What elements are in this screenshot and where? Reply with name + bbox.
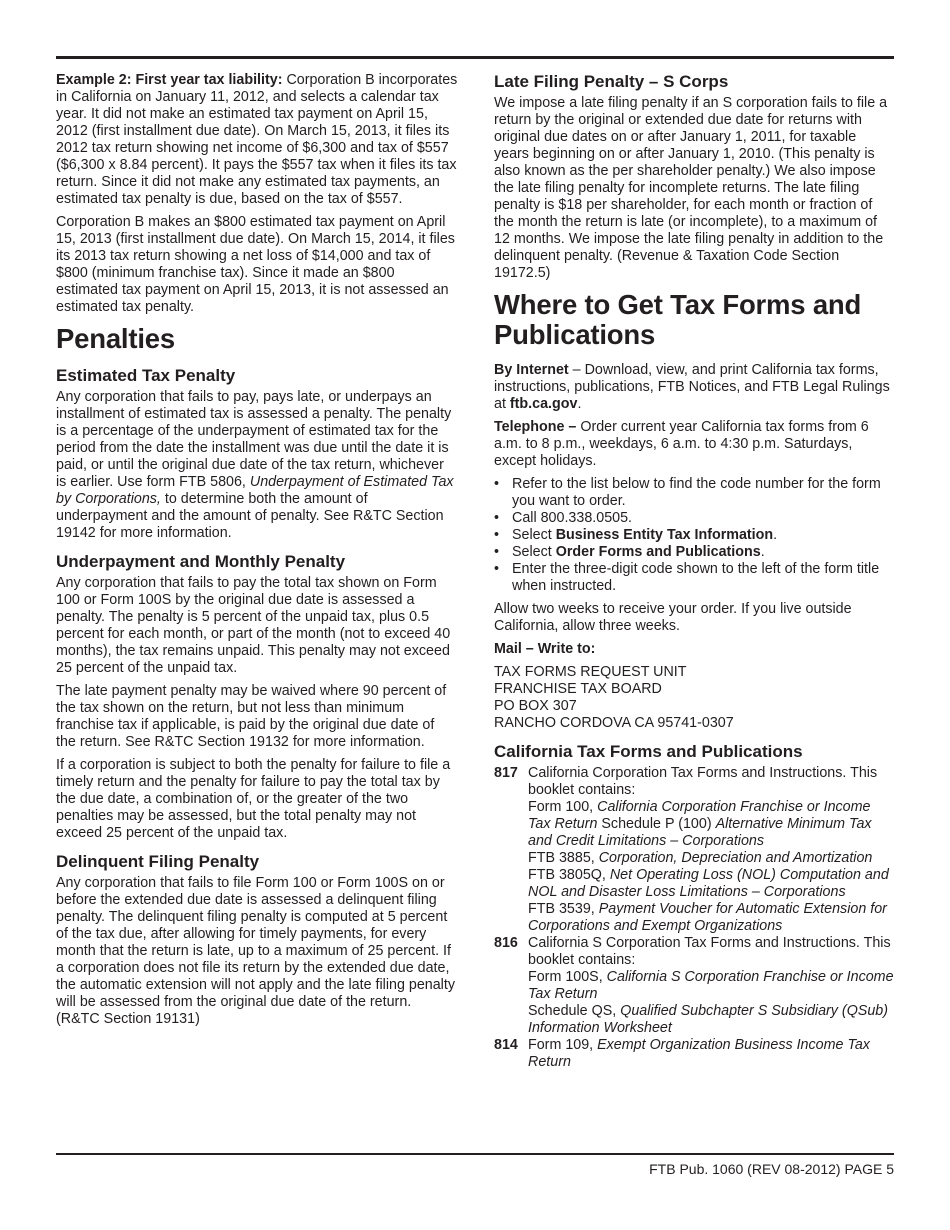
- address-line-2: FRANCHISE TAX BOARD: [494, 681, 662, 697]
- item-form: Form 100S,: [528, 969, 607, 985]
- telephone-label: Telephone –: [494, 419, 577, 435]
- publication-816: [494, 935, 894, 1037]
- by-internet-label: By Internet: [494, 362, 569, 378]
- order-step-3-pre: Select: [512, 527, 556, 543]
- by-internet-end: .: [577, 396, 582, 412]
- order-step-2: • Call 800.338.0505.: [494, 510, 894, 527]
- ca-tax-forms-heading: California Tax Forms and Publications: [494, 742, 803, 761]
- item-form: Form 109,: [528, 1037, 598, 1053]
- item-title: Exempt Organization Business Income Tax Return: [528, 1037, 870, 1070]
- estimated-text-2: to determine both the amount of underpayment and the amount of penalty. See R&TC Section 19142 for more information.: [56, 491, 444, 541]
- item-title: Payment Voucher for Automatic Extension for Corporations and Exempt Organizations: [528, 901, 887, 934]
- booklet-item: [528, 799, 894, 850]
- address-line-4: RANCHO CORDOVA CA 95741-0307: [494, 715, 734, 731]
- item-form: FTB 3805Q,: [528, 867, 610, 883]
- booklet-item: [528, 867, 894, 901]
- bottom-rule: [56, 1153, 894, 1155]
- item-title: Corporation, Depreciation and Amortization: [598, 850, 873, 866]
- underpayment-paragraph-2: The late payment penalty may be waived where 90 percent of the tax shown on the return, but not less than minimum franchise tax if applicable, is paid by the original due date of the return. See R&TC Section 19132 for more information.: [56, 683, 447, 750]
- booklet-item: [528, 1003, 894, 1037]
- item-title-2: Alternative Minimum Tax and Credit Limitations – Corporations: [528, 816, 872, 849]
- publication-body: [528, 765, 894, 935]
- address-line-3: PO BOX 307: [494, 698, 577, 714]
- left-column: [56, 72, 458, 1034]
- underpayment-paragraph-3: If a corporation is subject to both the penalty for failure to file a timely return and the penalty for failure to pay the total tax by the due date, a combination of, or the greater of the two penalties may be assessed, but the total penalty may not exceed 25 percent of the unpaid tax.: [56, 757, 451, 841]
- publication-body: [528, 1037, 894, 1071]
- penalties-title: Penalties: [56, 323, 175, 354]
- allow-weeks-text: Allow two weeks to receive your order. If you live outside California, allow three weeks.: [494, 601, 852, 634]
- item-title: Qualified Subchapter S Subsidiary (QSub) Information Worksheet: [528, 1003, 889, 1036]
- publication-814: [494, 1037, 894, 1071]
- delinquent-filing-heading: Delinquent Filing Penalty: [56, 852, 260, 871]
- order-step-4-pre: Select: [512, 544, 556, 560]
- estimated-tax-penalty-heading: Estimated Tax Penalty: [56, 366, 236, 385]
- page-footer: FTB Pub. 1060 (REV 08-2012) PAGE 5: [649, 1161, 894, 1177]
- example2-lead: Example 2: First year tax liability:: [56, 72, 283, 88]
- item-title: California S Corporation Franchise or Income Tax Return: [528, 969, 894, 1002]
- example2-paragraph-1: [56, 72, 458, 208]
- publication-817: [494, 765, 894, 935]
- top-rule: [56, 56, 894, 59]
- publication-body: [528, 935, 894, 1037]
- late-filing-heading: Late Filing Penalty – S Corps: [494, 72, 729, 91]
- order-step-3-post: .: [773, 527, 778, 543]
- right-column: [494, 72, 894, 1071]
- example2-text: Corporation B incorporates in California on January 11, 2012, and selects a calendar tax year. It did not make an estimated tax payment on April 15, 2012 (first installment due date). On March 15, 2013, it files its 2012 tax return showing net income of $6,300 and tax of $557 ($6,300 x 8.84 percent). It pays the $557 tax when it files its tax return. Since it did not make any estimated tax payments, an estimated tax penalty is due, based on the tax of $557.: [56, 72, 458, 207]
- order-steps-list: [494, 476, 894, 595]
- where-to-get-title: Where to Get Tax Forms and Publications: [494, 289, 862, 350]
- item-form-2: Schedule P (100): [597, 816, 716, 832]
- publication-code: 816: [494, 935, 518, 951]
- order-step-3-bold: Business Entity Tax Information: [555, 527, 774, 543]
- item-form: Schedule QS,: [528, 1003, 621, 1019]
- item-form: FTB 3885,: [528, 850, 599, 866]
- publication-title: California S Corporation Tax Forms and Instructions. This booklet contains:: [528, 935, 891, 968]
- underpayment-heading: Underpayment and Monthly Penalty: [56, 552, 346, 571]
- address-line-1: TAX FORMS REQUEST UNIT: [494, 664, 687, 680]
- underpayment-paragraph-1: Any corporation that fails to pay the total tax shown on Form 100 or Form 100S by the original due date is assessed a penalty. The penalty is 5 percent of the unpaid tax, plus 0.5 percent for each month, or part of the month (not to exceed 40 months), the tax remains unpaid. This penalty may not exceed 25 percent of the unpaid tax.: [56, 575, 451, 676]
- delinquent-filing-text: Any corporation that fails to file Form 100 or Form 100S on or before the extended due date is assessed a delinquent filing penalty. The delinquent filing penalty is computed at 5 percent of the tax due, after allowing for timely payments, for every month that the return is late, up to a maximum of 25 percent. If a corporation does not file its return by the extended due date, the automatic extension will not apply and the late filing penalty will be assessed from the original due date of the return. (R&TC Section 19131): [56, 875, 455, 1027]
- telephone-paragraph: [494, 419, 894, 470]
- booklet-item: [528, 969, 894, 1003]
- late-filing-text: We impose a late filing penalty if an S corporation fails to file a return by the original or extended due date for returns with original due dates on or after January 1, 2011, for taxable years beginning on or after January 1, 2010. (This penalty is also known as the per shareholder penalty.) We also impose the late filing penalty for incomplete returns. The late filing penalty is $18 per shareholder, for each month or fraction of the month the return is late (or incomplete), to a maximum of 12 months. We impose the late filing penalty in addition to the delinquent penalty. (Revenue & Taxation Code Section 19172.5): [494, 95, 888, 281]
- estimated-form-title: Underpayment of Estimated Tax by Corporations,: [56, 474, 454, 507]
- item-form: FTB 3539,: [528, 901, 599, 917]
- mailing-address: [494, 664, 894, 732]
- booklet-item: [528, 850, 894, 867]
- publication-title: California Corporation Tax Forms and Instructions. This booklet contains:: [528, 765, 878, 798]
- estimated-text-1: Any corporation that fails to pay, pays late, or underpays an installment of estimated tax is assessed a penalty. The penalty is a percentage of the underpayment of estimated tax for the period from the date the installment was due until the date it is paid, or until the original due date of the tax return, whichever is earlier. Use form FTB 5806,: [56, 389, 452, 490]
- item-title: Net Operating Loss (NOL) Computation and NOL and Disaster Loss Limitations – Corporations: [528, 867, 889, 900]
- order-step-5: • Enter the three-digit code shown to the left of the form title when instructed.: [494, 561, 894, 595]
- ftb-website-link[interactable]: ftb.ca.gov: [509, 396, 578, 412]
- order-step-4-bold: Order Forms and Publications: [555, 544, 761, 560]
- publication-code: 817: [494, 765, 518, 781]
- telephone-text: Order current year California tax forms from 6 a.m. to 8 p.m., weekdays, 6 a.m. to 4:30 p.m. Saturdays, except holidays.: [494, 419, 869, 469]
- mail-label-text: Mail – Write to:: [494, 641, 596, 657]
- mail-label: [494, 641, 894, 658]
- order-step-4-post: .: [760, 544, 765, 560]
- estimated-tax-penalty-text: [56, 389, 458, 542]
- publication-code: 814: [494, 1037, 518, 1053]
- order-step-1: • Refer to the list below to find the code number for the form you want to order.: [494, 476, 894, 510]
- by-internet-paragraph: [494, 362, 894, 413]
- item-form: Form 100,: [528, 799, 598, 815]
- booklet-item: [528, 901, 894, 935]
- item-title: California Corporation Franchise or Income Tax Return: [528, 799, 871, 832]
- by-internet-text: – Download, view, and print California tax forms, instructions, publications, FTB Notices, and FTB Legal Rulings at: [494, 362, 890, 412]
- example2-paragraph-2: Corporation B makes an $800 estimated tax payment on April 15, 2013 (first installment due date). On March 15, 2014, it files its 2013 tax return showing a net loss of $14,000 and tax of $800 (minimum franchise tax). Since it made an $800 estimated tax payment on April 15, 2013, it is not assessed an estimated tax penalty.: [56, 214, 455, 315]
- order-step-3: [494, 527, 894, 544]
- booklet-item: [528, 1037, 894, 1071]
- order-step-4: [494, 544, 894, 561]
